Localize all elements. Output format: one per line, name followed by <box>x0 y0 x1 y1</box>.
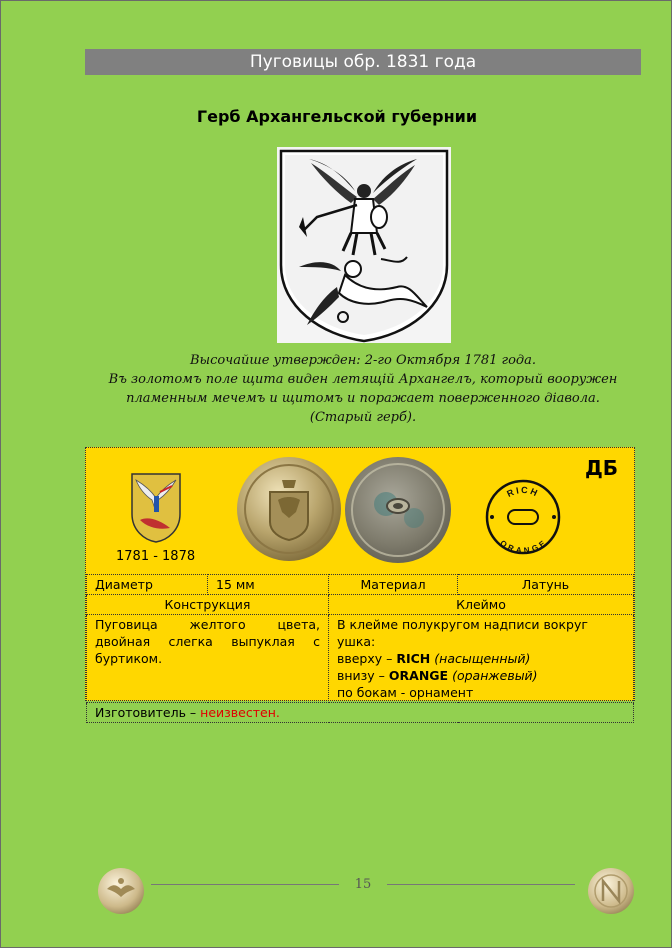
page-number: 15 <box>354 877 372 892</box>
section-subtitle: Герб Архангельской губернии <box>196 107 478 126</box>
stamp-line-2-note: (насыщенный) <box>434 651 531 666</box>
small-coat-of-arms-image <box>130 472 182 544</box>
stamp-line-3-prefix: внизу – <box>337 668 389 683</box>
years-label: 1781 - 1878 <box>116 549 196 564</box>
description-line-2: Въ золотомъ поле щита виден летящій Архангелъ, который вооружен <box>108 372 618 387</box>
description-line-1: Высочайше утвержден: 2-го Октября 1781 года. <box>189 353 537 368</box>
construction-header: Конструкция <box>87 595 329 615</box>
catalog-code: ДБ <box>584 456 618 480</box>
construction-text: Пуговица желтого цвета, двойная слегка выпуклая с буртиком. <box>87 615 329 703</box>
footer-divider-right <box>387 884 575 885</box>
table-row <box>87 703 634 723</box>
description <box>85 351 641 427</box>
stamp-line-3 <box>337 667 625 684</box>
footer-monogram-button-image <box>587 867 635 915</box>
maker-value: неизвестен. <box>200 705 280 720</box>
info-table <box>86 574 634 723</box>
stamp-line-2 <box>337 650 625 667</box>
stamp-header: Клеймо <box>329 595 634 615</box>
stamp-top-word: RICH <box>505 484 541 499</box>
maker-label: Изготовитель – <box>95 705 201 720</box>
table-row <box>87 595 634 615</box>
footer-divider-left <box>151 884 339 885</box>
stamp-line-3-word: ORANGE <box>388 668 449 683</box>
table-row <box>87 615 634 703</box>
button-card <box>85 447 635 720</box>
stamp-line-4: по бокам - орнамент <box>337 685 474 700</box>
stamp-line-3-note: (оранжевый) <box>452 668 538 683</box>
stamp-line-2-word: RICH <box>396 651 431 666</box>
description-line-4: (Старый герб). <box>309 410 417 425</box>
maker-row <box>87 703 634 723</box>
button-back-photo <box>344 456 452 564</box>
button-front-photo <box>236 456 342 562</box>
description-line-3: пламенным мечемъ и щитомъ и поражает поверженного діавола. <box>126 391 600 406</box>
stamp-mark-drawing <box>484 478 562 556</box>
diameter-value: 15 мм <box>208 575 329 595</box>
coat-of-arms-image <box>277 147 451 343</box>
page-header <box>85 49 641 75</box>
stamp-line-1: В клейме полукругом надписи вокруг ушка: <box>337 617 588 649</box>
footer-eagle-button-image <box>97 867 145 915</box>
material-value: Латунь <box>458 575 634 595</box>
stamp-line-2-prefix: вверху – <box>337 651 397 666</box>
stamp-description <box>329 615 634 703</box>
header-title: Пуговицы обр. 1831 года <box>249 52 477 72</box>
material-label: Материал <box>329 575 458 595</box>
stamp-bottom-word: ORANGE <box>498 538 548 556</box>
diameter-label: Диаметр <box>87 575 208 595</box>
table-row <box>87 575 634 595</box>
